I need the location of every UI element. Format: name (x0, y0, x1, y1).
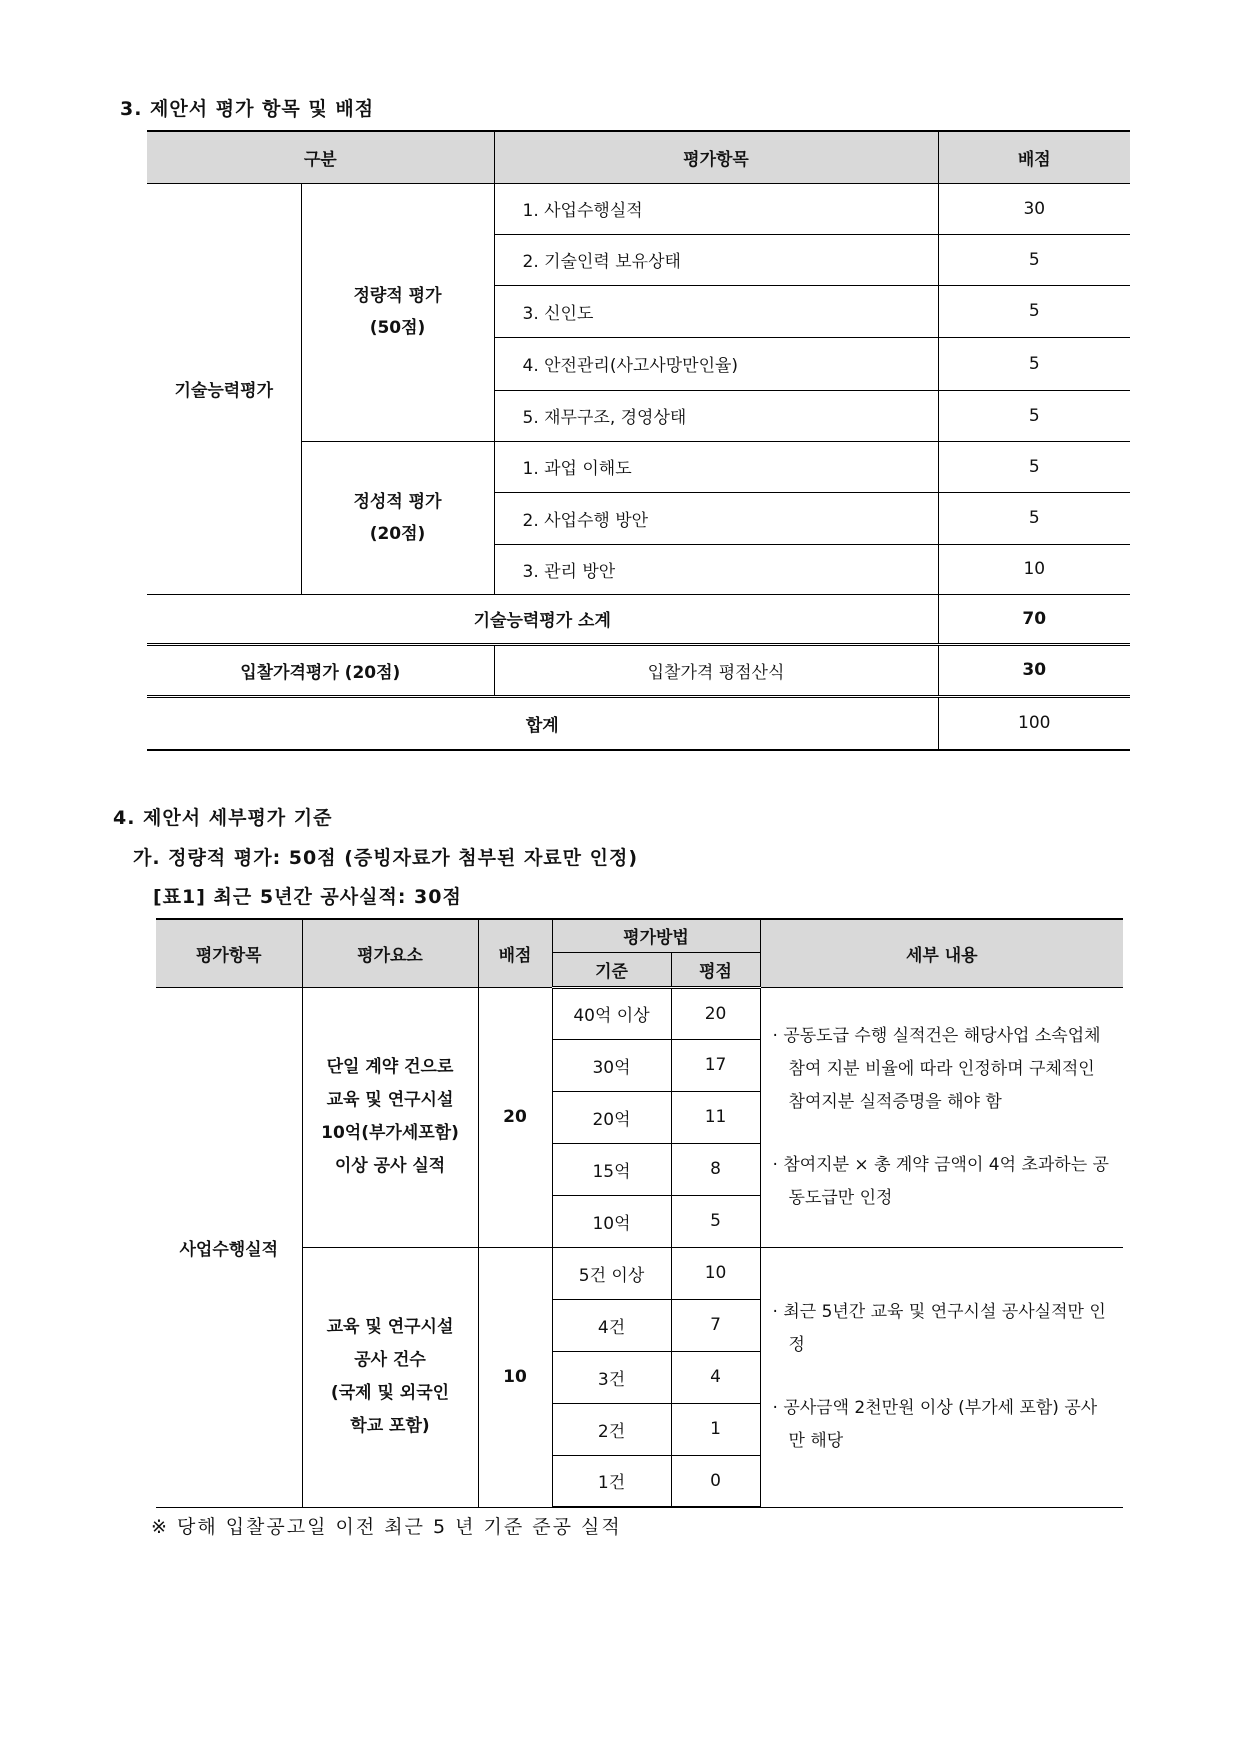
criterion-cell: 3건 (552, 1351, 671, 1403)
score-cell: 5 (938, 337, 1130, 390)
points-cell: 0 (671, 1455, 760, 1507)
section3-heading: 3. 제안서 평가 항목 및 배점 (120, 98, 375, 120)
quant-label-line1: 정량적 평가 (353, 286, 442, 306)
group-label: 기술능력평가 (147, 183, 301, 594)
header-category: 구분 (147, 131, 494, 183)
criterion-cell: 2건 (552, 1403, 671, 1455)
table-row (156, 987, 1123, 1039)
block1-element (302, 987, 478, 1247)
points-cell: 17 (671, 1039, 760, 1091)
block1-score: 20 (478, 987, 552, 1247)
detail-paragraph: · 공동도급 수행 실적건은 해당사업 소속업체 참여 지분 비율에 따라 인정하며 구체적인 참여지분 실적증명을 해야 함 (772, 1025, 1101, 1112)
price-item: 입찰가격 평점산식 (494, 644, 938, 696)
points-cell: 1 (671, 1403, 760, 1455)
score-cell: 10 (938, 544, 1130, 594)
detailed-criteria-table (156, 918, 1123, 1508)
header-points: 평점 (671, 952, 760, 987)
block2-detail (760, 1247, 1123, 1507)
score-cell: 5 (938, 492, 1130, 544)
points-cell: 5 (671, 1195, 760, 1247)
criterion-cell: 5건 이상 (552, 1247, 671, 1299)
section4-heading: 4. 제안서 세부평가 기준 (113, 807, 333, 829)
score-cell: 5 (938, 390, 1130, 441)
points-cell: 4 (671, 1351, 760, 1403)
quant-label (301, 183, 494, 441)
qual-label (301, 441, 494, 594)
price-label: 입찰가격평가 (20점) (147, 644, 494, 696)
price-row (147, 644, 1130, 696)
criterion-cell: 1건 (552, 1455, 671, 1507)
section4-subheading: 가. 정량적 평가: 50점 (증빙자료가 첨부된 자료만 인정) (133, 847, 639, 869)
item-cell: 3. 신인도 (494, 285, 938, 337)
subtotal-score: 70 (938, 594, 1130, 644)
footnote: ※ 당해 입찰공고일 이전 최근 5 년 기준 준공 실적 (151, 1516, 622, 1538)
score-cell: 5 (938, 285, 1130, 337)
total-score: 100 (938, 696, 1130, 750)
header-score: 배점 (938, 131, 1130, 183)
item-cell: 4. 안전관리(사고사망만인율) (494, 337, 938, 390)
table-header-row (156, 919, 1123, 952)
element-line: 교육 및 연구시설 (326, 1090, 454, 1110)
detail-paragraph: · 최근 5년간 교육 및 연구시설 공사실적만 인정 (772, 1302, 1106, 1355)
block2-element (302, 1247, 478, 1507)
points-cell: 8 (671, 1143, 760, 1195)
criterion-cell: 20억 (552, 1091, 671, 1143)
header-method: 평가방법 (552, 919, 760, 952)
points-cell: 10 (671, 1247, 760, 1299)
detail-paragraph: · 참여지분 × 총 계약 금액이 4억 초과하는 공동도급만 인정 (772, 1154, 1109, 1208)
item-cell: 3. 관리 방안 (494, 544, 938, 594)
total-label: 합계 (147, 696, 938, 750)
criterion-cell: 30억 (552, 1039, 671, 1091)
block1-detail (760, 987, 1123, 1247)
element-line: (국제 및 외국인 (330, 1383, 450, 1403)
item-cell: 1. 사업수행실적 (494, 183, 938, 234)
criterion-cell: 40억 이상 (552, 987, 671, 1039)
element-line: 교육 및 연구시설 (326, 1317, 454, 1337)
element-line: 10억(부가세포함) (321, 1123, 459, 1143)
block2-score: 10 (478, 1247, 552, 1507)
header-detail: 세부 내용 (760, 919, 1123, 987)
item-cell: 2. 기술인력 보유상태 (494, 234, 938, 285)
element-line: 이상 공사 실적 (334, 1156, 446, 1176)
subtotal-label: 기술능력평가 소계 (147, 594, 938, 644)
header-item: 평가항목 (494, 131, 938, 183)
criterion-cell: 4건 (552, 1299, 671, 1351)
header-score: 배점 (478, 919, 552, 987)
points-cell: 7 (671, 1299, 760, 1351)
header-criterion: 기준 (552, 952, 671, 987)
score-cell: 5 (938, 234, 1130, 285)
price-score: 30 (938, 644, 1130, 696)
table1-title: [표1] 최근 5년간 공사실적: 30점 (153, 886, 462, 908)
detail-paragraph: · 공사금액 2천만원 이상 (부가세 포함) 공사만 해당 (772, 1398, 1098, 1451)
element-line: 학교 포함) (350, 1416, 430, 1436)
item-label: 사업수행실적 (156, 987, 302, 1507)
score-cell: 30 (938, 183, 1130, 234)
table-row (147, 183, 1130, 234)
points-cell: 11 (671, 1091, 760, 1143)
item-cell: 2. 사업수행 방안 (494, 492, 938, 544)
quant-label-line2: (50점) (369, 318, 426, 338)
qual-label-line1: 정성적 평가 (353, 491, 442, 512)
item-cell: 1. 과업 이해도 (494, 441, 938, 492)
total-row (147, 696, 1130, 750)
element-line: 공사 건수 (354, 1350, 426, 1370)
element-line: 단일 계약 건으로 (326, 1057, 454, 1077)
table-header-row (147, 131, 1130, 183)
header-element: 평가요소 (302, 919, 478, 987)
subtotal-row (147, 594, 1130, 644)
item-cell: 5. 재무구조, 경영상태 (494, 390, 938, 441)
criterion-cell: 15억 (552, 1143, 671, 1195)
header-item: 평가항목 (156, 919, 302, 987)
qual-label-line2: (20점) (369, 523, 426, 544)
evaluation-items-table (147, 130, 1130, 751)
score-cell: 5 (938, 441, 1130, 492)
criterion-cell: 10억 (552, 1195, 671, 1247)
points-cell: 20 (671, 987, 760, 1039)
table-row (156, 1247, 1123, 1299)
